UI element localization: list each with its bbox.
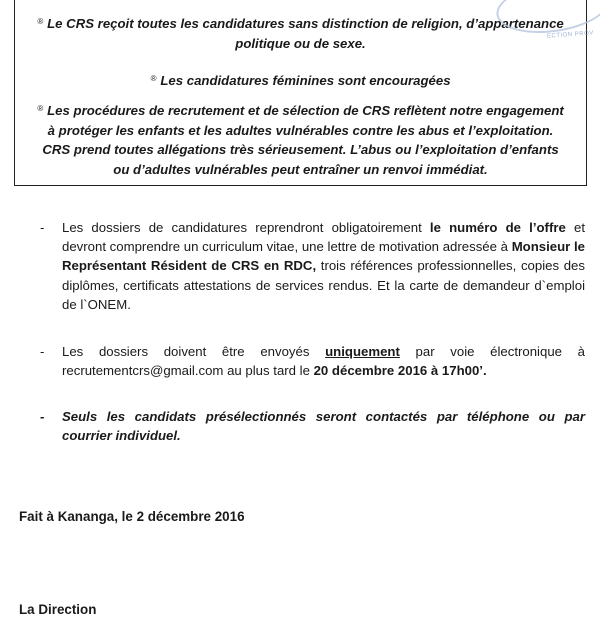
list-item-text: Les dossiers de candidatures reprendront obligatoirement le numéro de l’offre et devront comprendre un curriculum vitae, une lettre de motivation adressée à Monsieur le Représentant Résident de CRS en RDC, trois références professionnelles, copies des diplômes, certificats attestations de services rendus. Et la carte de demandeur d`emploi de l`ONEM. [62,220,585,312]
registered-bullet-icon: ® [150,74,157,83]
registered-bullet-icon: ® [37,17,44,26]
notice-paragraph-nondiscrimination: ® Le CRS reçoit toutes les candidatures sans distinction de religion, d’appartenance politique ou de sexe. [37,16,564,51]
dash-bullet: - [40,220,45,235]
dash-bullet: - [40,344,45,359]
notice-paragraph-women: ® Les candidatures féminines sont encouragées [150,73,451,88]
list-item [40,407,585,445]
notice-paragraph-safeguarding: ® Les procédures de recrutement et de sélection de CRS reflètent notre engagement à protéger les enfants et les adultes vulnérables contre les abus et l’exploitation. CRS prend toutes allégations très sérieusement. L’abus ou l’exploitation d’enfants ou d’adultes vulnérables peut entraîner un renvoi immédiat. [37,103,564,177]
list-item [40,218,585,314]
dash-bullet: - [40,409,45,424]
list-item [40,342,585,380]
list-item-text: Seuls les candidats présélectionnés seront contactés par téléphone ou par courrier individuel. [62,409,585,444]
stamp-text: ECTION PROV [547,30,595,40]
notice-box [14,0,587,186]
place-date: Fait à Kananga, le 2 décembre 2016 [19,509,245,524]
list-item-text: Les dossiers doivent être envoyés uniquement par voie électronique à recrutementcrs@gmail.com au plus tard le 20 décembre 2016 à 17h00’. [62,344,585,379]
registered-bullet-icon: ® [37,104,44,113]
email-address: recrutementcrs@gmail.com [62,363,224,379]
signature-line: La Direction [19,602,97,617]
